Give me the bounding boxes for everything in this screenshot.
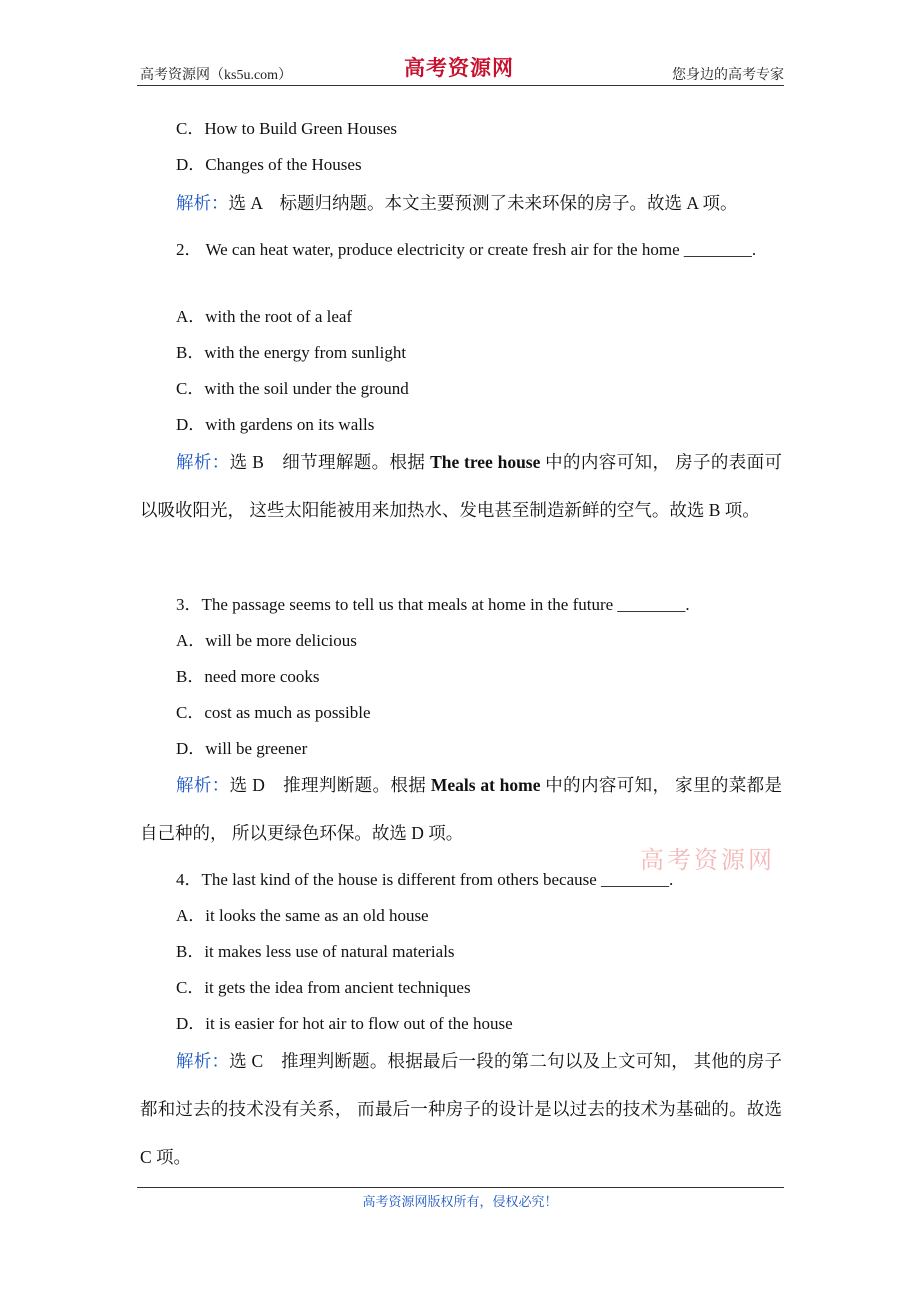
- q3-option-c: C．cost as much as possible: [176, 703, 371, 722]
- q2-stem-text: 2． We can heat water, produce electricity or create fresh air for the home ________.: [176, 240, 757, 259]
- header-slogan: 您身边的高考专家: [672, 68, 784, 83]
- analysis-label: 解析：: [176, 775, 230, 795]
- q3-option-b: B．need more cooks: [176, 667, 320, 686]
- q2-analysis: [140, 438, 782, 534]
- header-divider: [137, 85, 784, 86]
- analysis-text: 选 C 推理判断题。根据最后一段的第二句以及上文可知， 其他的房子都和过去的技术没有关系， 而最后一种房子的设计是以过去的技术为基础的。故选 C 项。: [140, 1051, 783, 1167]
- q1-option-c: C．How to Build Green Houses: [176, 119, 397, 138]
- analysis-label: 解析：: [176, 452, 230, 472]
- q4-option-b: B．it makes less use of natural materials: [176, 942, 455, 961]
- analysis-text-pre: 选 D 推理判断题。根据: [229, 775, 431, 795]
- analysis-label: 解析：: [176, 1051, 230, 1071]
- q2-option-b: B．with the energy from sunlight: [176, 343, 407, 362]
- q4-option-c: C．it gets the idea from ancient techniques: [176, 978, 471, 997]
- analysis-text: 选 A 标题归纳题。本文主要预测了未来环保的房子。故选 A 项。: [228, 193, 738, 213]
- footer-divider: [137, 1187, 784, 1188]
- q3-stem: 3．The passage seems to tell us that meals at home in the future ________.: [176, 595, 690, 614]
- analysis-keyword: The tree house: [430, 452, 541, 472]
- analysis-text-post: 中的内容可知， 家里的菜都是自己种的， 所以更绿色环保。故选 D 项。: [140, 775, 783, 843]
- q2-stem: [140, 232, 782, 268]
- analysis-label: 解析：: [176, 193, 229, 213]
- q4-analysis: [140, 1037, 782, 1181]
- q4-stem: 4．The last kind of the house is different from others because ________.: [176, 870, 674, 889]
- q4-option-d: D．it is easier for hot air to flow out of the house: [176, 1014, 513, 1033]
- analysis-text-post: 中的内容可知， 房子的表面可以吸收阳光， 这些太阳能被用来加热水、发电甚至制造新鲜的空气。故选 B 项。: [140, 452, 783, 520]
- header-site-name: 高考资源网（ks5u.com）: [140, 68, 293, 83]
- watermark: 高考资源网: [640, 846, 775, 874]
- analysis-text-pre: 选 B 细节理解题。根据: [229, 452, 431, 472]
- q4-option-a: A．it looks the same as an old house: [176, 906, 429, 925]
- q1-option-d: D．Changes of the Houses: [176, 155, 362, 174]
- q2-option-a: A．with the root of a leaf: [176, 307, 353, 326]
- header-logo: 高考资源网: [404, 56, 514, 80]
- q1-analysis: [176, 190, 737, 215]
- q2-option-d: D．with gardens on its walls: [176, 415, 375, 434]
- q3-option-d: D．will be greener: [176, 739, 308, 758]
- q3-option-a: A．will be more delicious: [176, 631, 357, 650]
- footer-copyright: 高考资源网版权所有，侵权必究！: [362, 1194, 558, 1209]
- q2-option-c: C．with the soil under the ground: [176, 379, 409, 398]
- analysis-keyword: Meals at home: [430, 775, 541, 795]
